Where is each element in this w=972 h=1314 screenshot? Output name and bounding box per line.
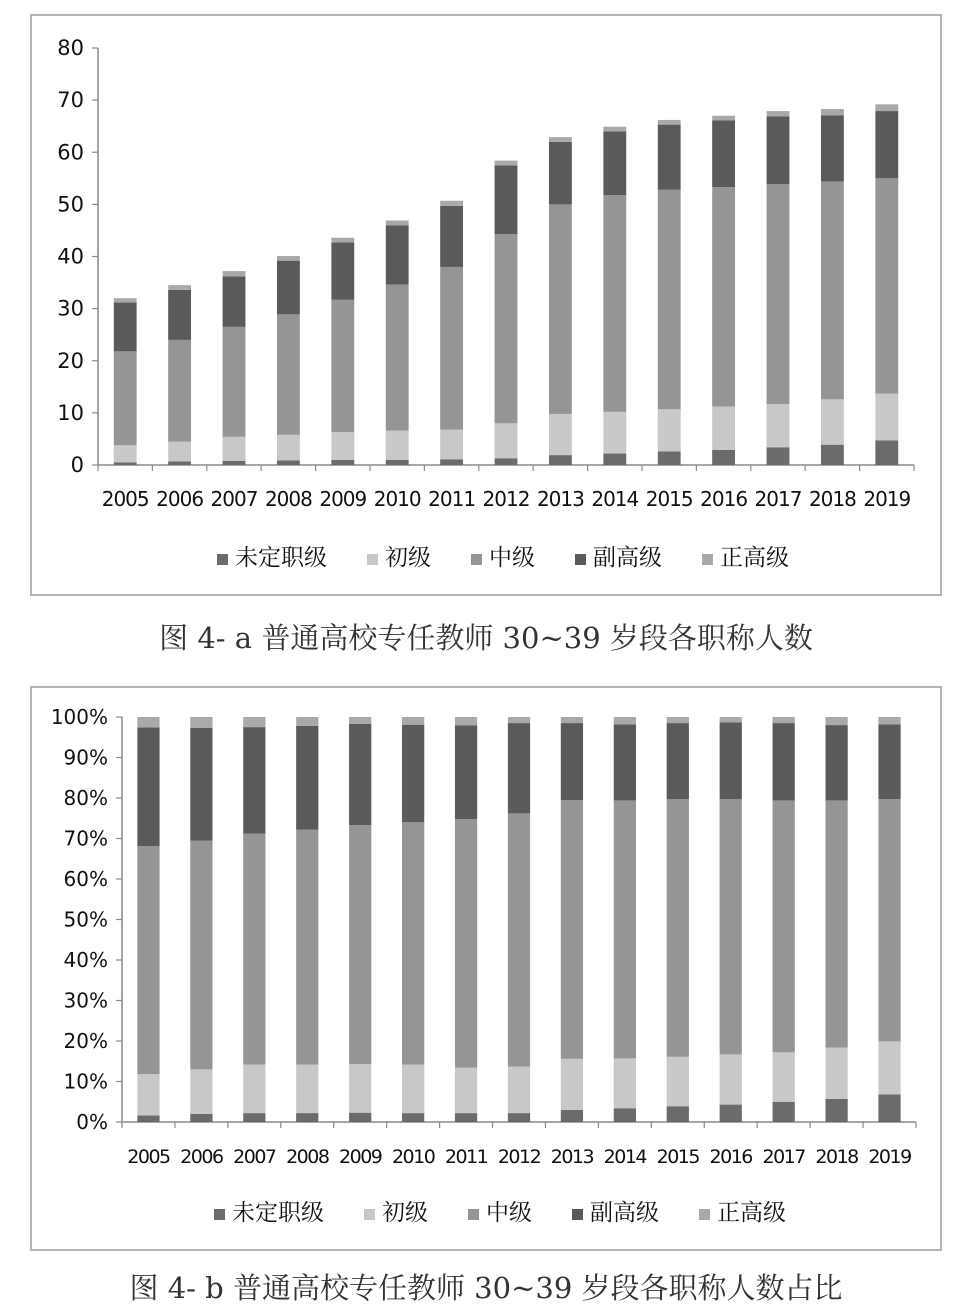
bar-segment-2005-0	[114, 462, 137, 465]
y-tick-label: 0	[70, 453, 84, 477]
bar-segment-2010-3	[386, 225, 409, 284]
legend-swatch	[575, 554, 586, 565]
legend-label: 正高级	[720, 545, 789, 571]
bar-segment-2019-0	[878, 1094, 900, 1122]
bar-segment-2012-0	[508, 1113, 530, 1122]
bar-segment-2005-3	[137, 728, 159, 847]
bar-segment-2008-1	[296, 1064, 318, 1113]
bar-segment-2008-4	[296, 717, 318, 726]
bar-segment-2012-4	[495, 161, 518, 166]
bar-segment-2010-3	[402, 725, 424, 823]
bar-segment-2018-4	[825, 717, 847, 725]
bar-segment-2016-2	[712, 187, 735, 406]
x-category-label: 2016	[700, 487, 748, 511]
bar-segment-2019-4	[875, 104, 898, 111]
bar-segment-2012-2	[495, 234, 518, 423]
x-category-label: 2006	[156, 487, 204, 511]
bar-segment-2013-3	[549, 142, 572, 205]
bar-segment-2019-1	[878, 1041, 900, 1094]
bar-segment-2013-1	[561, 1059, 583, 1110]
x-category-label: 2008	[286, 1146, 329, 1168]
bar-segment-2019-2	[875, 178, 898, 393]
y-tick-label: 50	[57, 192, 84, 217]
bar-segment-2010-2	[386, 285, 409, 431]
bar-segment-2011-1	[455, 1068, 477, 1113]
bar-segment-2019-1	[875, 394, 898, 441]
x-category-label: 2009	[319, 487, 367, 511]
x-category-label: 2016	[709, 1146, 752, 1168]
bar-segment-2009-1	[331, 432, 354, 460]
bar-segment-2010-1	[402, 1064, 424, 1113]
bar-segment-2006-2	[190, 841, 212, 1070]
bar-segment-2018-1	[825, 1047, 847, 1098]
bar-segment-2014-3	[614, 724, 636, 800]
bar-segment-2008-0	[296, 1113, 318, 1122]
bar-segment-2008-2	[277, 314, 300, 434]
bar-segment-2007-1	[243, 1064, 265, 1113]
bar-segment-2011-4	[455, 717, 477, 726]
stacked-bar-chart-counts	[32, 16, 940, 594]
bar-segment-2009-4	[349, 717, 371, 724]
y-tick-label: 20%	[63, 1029, 108, 1053]
x-category-label: 2019	[868, 1146, 911, 1168]
bar-segment-2011-1	[440, 430, 463, 460]
bar-segment-2018-2	[825, 800, 847, 1047]
x-category-label: 2012	[497, 1146, 541, 1168]
bar-segment-2018-0	[821, 445, 844, 465]
x-category-label: 2017	[754, 487, 802, 511]
bar-segment-2017-0	[767, 447, 790, 465]
x-category-label: 2014	[603, 1146, 647, 1168]
y-tick-label: 10%	[63, 1069, 108, 1094]
legend-swatch	[217, 554, 228, 565]
x-category-label: 2007	[210, 487, 258, 511]
bar-segment-2009-1	[349, 1064, 371, 1113]
bar-segment-2011-3	[455, 726, 477, 820]
bar-segment-2011-2	[440, 267, 463, 430]
bar-segment-2012-3	[508, 723, 530, 813]
bar-segment-2018-1	[821, 399, 844, 444]
bar-segment-2012-4	[508, 717, 530, 723]
bar-segment-2013-4	[549, 137, 572, 142]
bar-segment-2010-4	[386, 221, 409, 226]
x-category-label: 2019	[863, 487, 911, 511]
bar-segment-2019-0	[875, 441, 898, 465]
x-category-label: 2017	[762, 1146, 805, 1168]
y-tick-label: 80	[57, 36, 84, 60]
legend-swatch	[367, 554, 378, 565]
x-category-label: 2006	[180, 1146, 223, 1168]
bar-segment-2014-0	[603, 454, 626, 465]
x-category-label: 2013	[536, 487, 584, 511]
bar-segment-2017-2	[767, 184, 790, 404]
bar-segment-2017-4	[773, 717, 795, 723]
y-tick-label: 10	[57, 400, 84, 425]
bar-segment-2006-0	[168, 461, 191, 465]
bar-segment-2005-4	[137, 717, 159, 728]
bar-segment-2005-0	[137, 1116, 159, 1122]
bar-segment-2013-4	[561, 717, 583, 723]
bar-segment-2016-3	[712, 120, 735, 187]
legend-swatch	[471, 554, 482, 565]
bar-segment-2014-4	[614, 717, 636, 724]
bar-segment-2018-4	[821, 109, 844, 115]
y-tick-label: 70%	[63, 826, 108, 851]
bar-segment-2007-2	[223, 327, 246, 437]
x-category-label: 2005	[101, 487, 149, 511]
x-category-label: 2012	[482, 487, 530, 511]
y-tick-label: 30	[57, 296, 84, 321]
legend-label: 初级	[385, 545, 431, 571]
bar-segment-2009-4	[331, 238, 354, 243]
bar-segment-2019-3	[875, 111, 898, 178]
bar-segment-2011-0	[440, 459, 463, 465]
bar-segment-2010-2	[402, 822, 424, 1064]
chart-panel-a	[30, 14, 942, 596]
bar-segment-2010-0	[386, 460, 409, 465]
x-category-label: 2011	[444, 1146, 488, 1168]
y-tick-label: 70	[57, 88, 84, 113]
bar-segment-2014-2	[603, 195, 626, 412]
bar-segment-2014-0	[614, 1108, 636, 1122]
legend-swatch	[699, 1209, 710, 1220]
bar-segment-2011-3	[440, 206, 463, 267]
legend-label: 未定职级	[232, 1200, 324, 1226]
legend-label: 副高级	[590, 1200, 659, 1226]
bar-segment-2007-0	[243, 1113, 265, 1122]
bar-segment-2005-4	[114, 298, 137, 302]
bar-segment-2011-4	[440, 201, 463, 206]
x-category-label: 2013	[550, 1146, 594, 1168]
bar-segment-2015-3	[667, 723, 689, 799]
x-category-label: 2005	[127, 1146, 170, 1168]
bar-segment-2019-3	[878, 724, 900, 799]
bar-segment-2014-4	[603, 127, 626, 132]
bar-segment-2008-0	[277, 460, 300, 465]
legend-label: 中级	[489, 545, 535, 571]
bar-segment-2007-4	[223, 271, 246, 276]
bar-segment-2014-1	[614, 1058, 636, 1108]
bar-segment-2018-2	[821, 181, 844, 399]
bar-segment-2013-2	[549, 204, 572, 414]
bar-segment-2010-0	[402, 1113, 424, 1122]
stacked-bar-chart-percent	[32, 688, 940, 1249]
bar-segment-2018-3	[825, 725, 847, 800]
bar-segment-2018-3	[821, 115, 844, 181]
bar-segment-2016-1	[720, 1054, 742, 1104]
legend-label: 中级	[486, 1200, 532, 1226]
bar-segment-2019-2	[878, 799, 900, 1041]
bar-segment-2006-3	[168, 290, 191, 340]
bar-segment-2009-0	[331, 460, 354, 465]
x-category-label: 2015	[656, 1146, 699, 1168]
bar-segment-2017-4	[767, 111, 790, 116]
x-category-label: 2007	[233, 1146, 276, 1168]
bar-segment-2015-3	[658, 125, 681, 190]
x-category-label: 2011	[428, 487, 476, 511]
bar-segment-2007-2	[243, 834, 265, 1065]
x-category-label: 2010	[391, 1146, 435, 1168]
bar-segment-2015-1	[658, 409, 681, 451]
bar-segment-2015-0	[667, 1106, 689, 1122]
legend-label: 初级	[382, 1200, 428, 1226]
bar-segment-2010-1	[386, 431, 409, 460]
x-category-label: 2015	[645, 487, 693, 511]
bar-segment-2005-1	[137, 1074, 159, 1115]
legend-swatch	[364, 1209, 375, 1220]
bar-segment-2009-2	[349, 825, 371, 1064]
bar-segment-2005-2	[114, 351, 137, 445]
bar-segment-2014-3	[603, 131, 626, 195]
bar-segment-2008-1	[277, 435, 300, 461]
legend-swatch	[702, 554, 713, 565]
legend-swatch	[468, 1209, 479, 1220]
bar-segment-2008-2	[296, 830, 318, 1065]
bar-segment-2015-2	[658, 190, 681, 409]
bar-segment-2015-1	[667, 1057, 689, 1106]
bar-segment-2006-4	[168, 285, 191, 290]
bar-segment-2018-0	[825, 1099, 847, 1122]
legend-swatch	[572, 1209, 583, 1220]
x-category-label: 2010	[373, 487, 421, 511]
bar-segment-2017-3	[767, 116, 790, 184]
bar-segment-2006-3	[190, 728, 212, 841]
bar-segment-2008-4	[277, 256, 300, 261]
bar-segment-2006-0	[190, 1114, 212, 1122]
y-tick-label: 60	[57, 140, 84, 165]
legend-label: 正高级	[717, 1200, 786, 1226]
bar-segment-2017-3	[773, 723, 795, 800]
y-tick-label: 30%	[63, 988, 108, 1013]
y-tick-label: 80%	[63, 786, 108, 810]
bar-segment-2006-1	[168, 442, 191, 462]
bar-segment-2015-4	[658, 120, 681, 125]
y-tick-label: 50%	[63, 907, 108, 932]
bar-segment-2013-2	[561, 800, 583, 1059]
legend-label: 副高级	[593, 545, 662, 571]
bar-segment-2015-0	[658, 451, 681, 465]
bar-segment-2017-0	[773, 1102, 795, 1122]
bar-segment-2008-3	[296, 726, 318, 830]
bar-segment-2014-1	[603, 412, 626, 454]
bar-segment-2007-4	[243, 717, 265, 727]
bar-segment-2012-0	[495, 458, 518, 465]
bar-segment-2006-2	[168, 340, 191, 442]
x-category-label: 2009	[339, 1146, 382, 1168]
bar-segment-2012-3	[495, 165, 518, 234]
bar-segment-2017-2	[773, 800, 795, 1052]
bar-segment-2013-0	[561, 1110, 583, 1122]
bar-segment-2007-0	[223, 461, 246, 465]
bar-segment-2011-0	[455, 1113, 477, 1122]
x-category-label: 2018	[808, 487, 856, 511]
bar-segment-2019-4	[878, 717, 900, 724]
bar-segment-2016-1	[712, 407, 735, 450]
bar-segment-2016-0	[712, 450, 735, 465]
bar-segment-2016-4	[712, 116, 735, 121]
bar-segment-2009-0	[349, 1113, 371, 1122]
chart-panel-b	[30, 686, 942, 1251]
y-tick-label: 100%	[50, 705, 108, 729]
bar-segment-2005-3	[114, 302, 137, 351]
bar-segment-2012-1	[508, 1067, 530, 1114]
y-tick-label: 0%	[76, 1110, 108, 1134]
y-tick-label: 40%	[63, 948, 108, 972]
bar-segment-2007-3	[223, 276, 246, 327]
bar-segment-2016-3	[720, 722, 742, 799]
figure-caption-a: 图 4- a 普通高校专任教师 30~39 岁段各职称人数	[159, 621, 813, 655]
bar-segment-2013-0	[549, 455, 572, 465]
bar-segment-2006-4	[190, 717, 212, 728]
figure-caption-b: 图 4- b 普通高校专任教师 30~39 岁段各职称人数占比	[129, 1271, 843, 1305]
bar-segment-2013-1	[549, 414, 572, 455]
bar-segment-2008-3	[277, 261, 300, 315]
y-tick-label: 20	[57, 348, 84, 373]
bar-segment-2013-3	[561, 723, 583, 800]
x-category-label: 2018	[815, 1146, 858, 1168]
y-tick-label: 90%	[63, 745, 108, 770]
bar-segment-2012-2	[508, 813, 530, 1066]
x-category-label: 2014	[591, 487, 639, 511]
bar-segment-2009-3	[331, 242, 354, 299]
legend-swatch	[214, 1209, 225, 1220]
bar-segment-2016-0	[720, 1105, 742, 1122]
bar-segment-2009-3	[349, 724, 371, 825]
bar-segment-2007-3	[243, 727, 265, 834]
bar-segment-2016-2	[720, 799, 742, 1054]
bar-segment-2015-2	[667, 799, 689, 1057]
bar-segment-2007-1	[223, 437, 246, 461]
bar-segment-2016-4	[720, 717, 742, 722]
bar-segment-2014-2	[614, 800, 636, 1058]
bar-segment-2011-2	[455, 819, 477, 1068]
bar-segment-2010-4	[402, 717, 424, 725]
bar-segment-2005-2	[137, 846, 159, 1074]
y-tick-label: 60%	[63, 867, 108, 891]
bar-segment-2006-1	[190, 1069, 212, 1114]
bar-segment-2012-1	[495, 423, 518, 458]
x-category-label: 2008	[264, 487, 312, 511]
bar-segment-2017-1	[773, 1052, 795, 1101]
y-tick-label: 40	[57, 244, 84, 269]
bar-segment-2015-4	[667, 717, 689, 723]
bar-segment-2017-1	[767, 404, 790, 447]
bar-segment-2005-1	[114, 445, 137, 462]
bar-segment-2009-2	[331, 300, 354, 432]
legend-label: 未定职级	[235, 545, 327, 571]
